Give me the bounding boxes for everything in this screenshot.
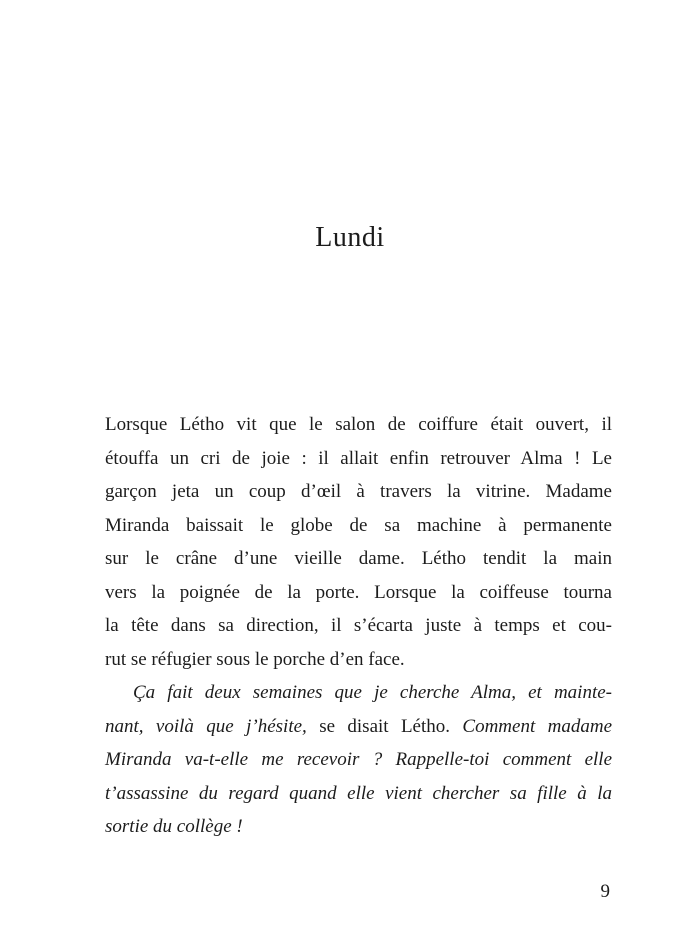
text-line: vers la poignée de la porte. Lorsque la coiffeuse tourna [105,581,612,603]
text-line: Miranda va-t-elle me recevoir ? Rappelle-toi comment elle [105,749,612,770]
text-segment-roman: se disait Létho. [319,715,463,737]
paragraph-narration [105,408,612,676]
text-line: t’assassine du regard quand elle vient chercher sa fille à la [105,782,612,804]
body-text [105,408,612,844]
text-line: rut se réfugier sous le porche d’en face. [105,648,405,670]
text-line: la tête dans sa direction, il s’écarta juste à temps et cou- [105,615,612,636]
text-segment-italic: nant, voilà que j’hésite, [105,715,320,737]
text-segment-italic: Comment madame [462,715,612,737]
page-number: 9 [600,881,610,902]
text-line: Lorsque Létho vit que le salon de coiffure était ouvert, il [105,414,612,435]
text-line: garçon jeta un coup d’œil à travers la vitrine. Madame [105,481,612,502]
text-line: sortie du collège ! [105,816,243,837]
text-line: étouffa un cri de joie : il allait enfin retrouver Alma ! Le [105,447,612,469]
paragraph-inner-thought [105,676,612,844]
text-line: sur le crâne d’une vieille dame. Létho tendit la main [105,548,612,569]
chapter-title: Lundi [315,222,385,253]
text-line: Miranda baissait le globe de sa machine à permanente [105,514,612,536]
text-line [105,710,612,744]
text-line: Ça fait deux semaines que je cherche Alma, et mainte- [133,682,612,703]
